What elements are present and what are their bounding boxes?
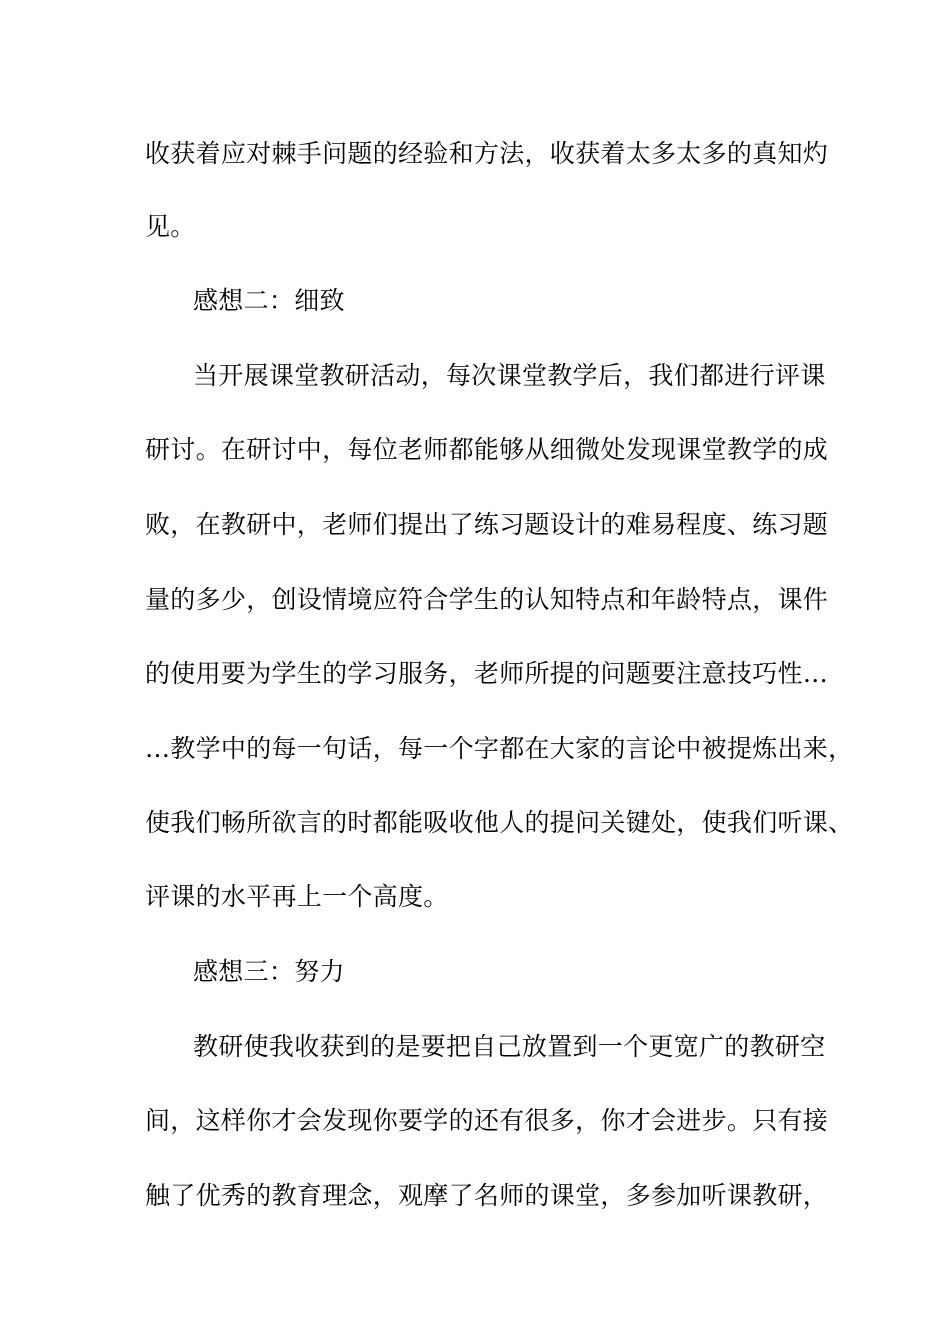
paragraph-line: 间，这样你才会发现你要学的还有很多，你才会进步。只有接 bbox=[145, 1106, 829, 1135]
paragraph-line: 量的多少，创设情境应符合学生的认知特点和年龄特点，课件 bbox=[145, 585, 829, 614]
section-heading: 感想三：努力 bbox=[193, 957, 345, 986]
section-heading: 感想二：细致 bbox=[193, 286, 345, 315]
paragraph-line: 研讨。在研讨中，每位老师都能够从细微处发现课堂教学的成 bbox=[145, 435, 829, 464]
paragraph-line: 的使用要为学生的学习服务，老师所提的问题要注意技巧性… bbox=[145, 659, 829, 688]
paragraph-line: 教研使我收获到的是要把自己放置到一个更宽广的教研空 bbox=[193, 1032, 826, 1061]
paragraph-line: 使我们畅所欲言的时都能吸收他人的提问关键处，使我们听课、 bbox=[145, 808, 854, 837]
paragraph-line: 败，在教研中，老师们提出了练习题设计的难易程度、练习题 bbox=[145, 510, 829, 539]
paragraph-line: 评课的水平再上一个高度。 bbox=[145, 882, 449, 911]
paragraph-line: 当开展课堂教研活动，每次课堂教学后，我们都进行评课 bbox=[193, 361, 826, 390]
paragraph-line: 见。 bbox=[145, 212, 196, 241]
paragraph-line: 触了优秀的教育理念，观摩了名师的课堂，多参加听课教研， bbox=[145, 1181, 829, 1210]
paragraph-line: …教学中的每一句话，每一个字都在大家的言论中被提炼出来， bbox=[145, 734, 854, 763]
paragraph-line: 收获着应对棘手问题的经验和方法，收获着太多太多的真知灼 bbox=[145, 139, 829, 168]
